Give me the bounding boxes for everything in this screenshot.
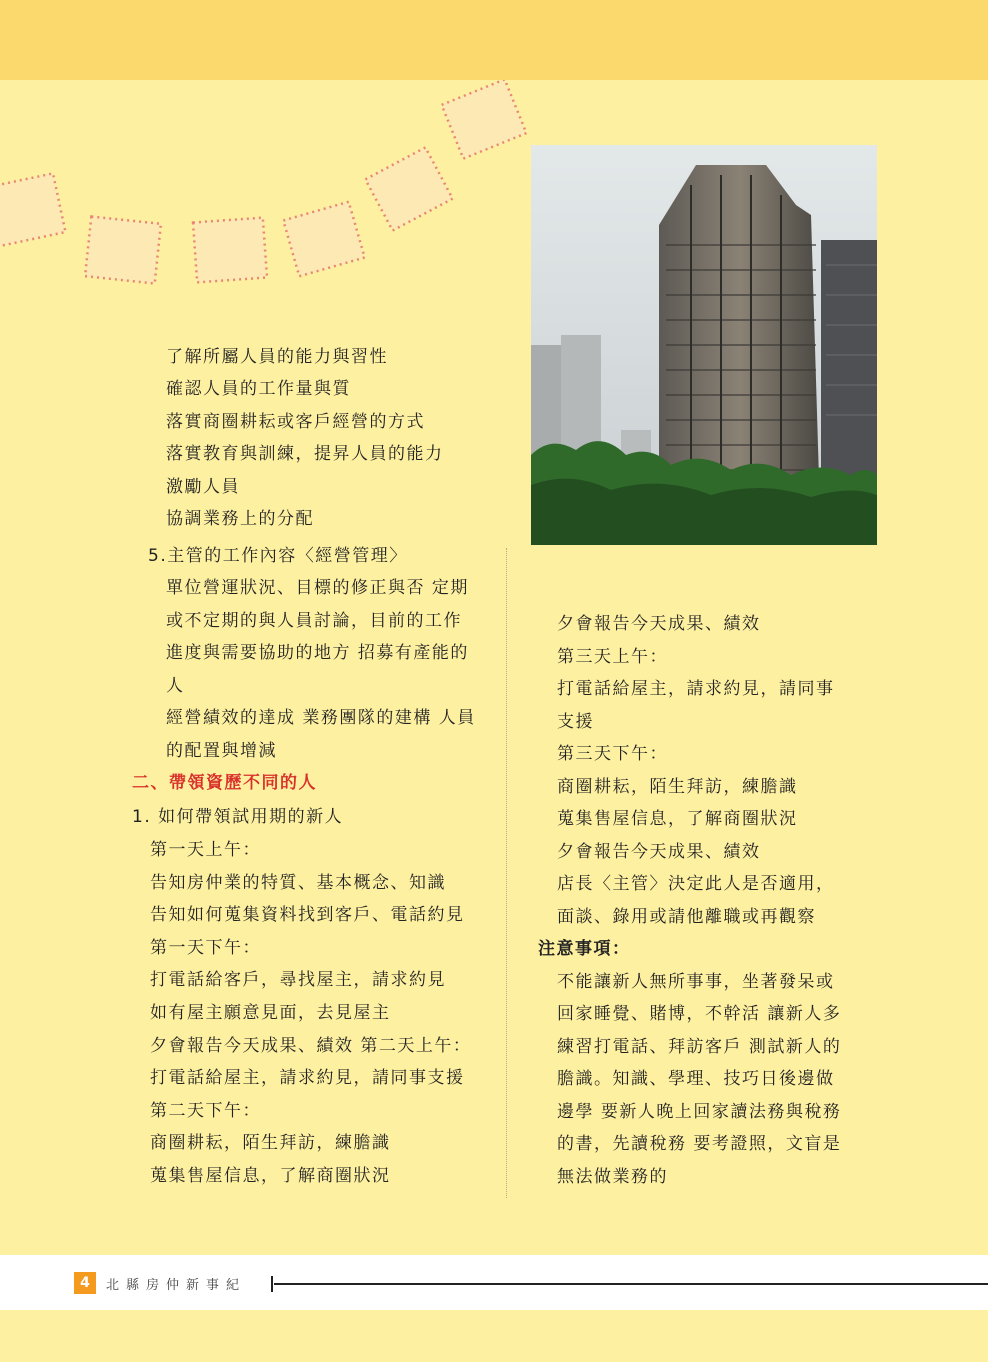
item1-line: 第二天下午：	[150, 1101, 261, 1121]
notes-line: 邊學 要新人晚上回家讀法務與稅務	[557, 1102, 842, 1122]
deco-square-5	[365, 147, 452, 230]
deco-square-3	[193, 218, 267, 283]
item5-heading: 5.主管的工作內容〈經營管理〉	[148, 546, 408, 566]
item5-line: 人	[166, 676, 185, 696]
notes-line: 不能讓新人無所事事，坐著發呆或	[557, 972, 835, 992]
item1-line: 第一天上午：	[150, 840, 261, 860]
right-line: 夕會報告今天成果、績效	[557, 842, 761, 862]
footer-bottom-band	[0, 1310, 988, 1362]
deco-square-4	[283, 202, 364, 276]
bullet-line: 激勵人員	[166, 477, 240, 497]
right-line: 面談、錄用或請他離職或再觀察	[557, 907, 816, 927]
right-line: 商圈耕耘，陌生拜訪，練膽識	[557, 777, 798, 797]
top-color-band	[0, 0, 988, 80]
item1-line: 告知房仲業的特質、基本概念、知識	[150, 873, 446, 893]
bullet-line: 落實商圈耕耘或客戶經營的方式	[166, 412, 425, 432]
column-divider	[506, 548, 507, 1198]
notes-heading: 注意事項：	[538, 939, 631, 959]
magazine-title: 北縣房仲新事紀	[106, 1278, 247, 1293]
page-number-badge: 4	[74, 1272, 96, 1294]
section-heading: 二、帶領資歷不同的人	[132, 773, 317, 793]
deco-square-2	[85, 217, 161, 284]
right-line: 店長〈主管〉決定此人是否適用，	[557, 874, 835, 894]
deco-square-6	[442, 80, 527, 159]
item1-line: 蒐集售屋信息，了解商圈狀況	[150, 1166, 391, 1186]
item1-heading: 1. 如何帶領試用期的新人	[132, 807, 344, 827]
right-line: 第三天下午：	[557, 744, 668, 764]
deco-square-1	[0, 173, 65, 246]
bullet-line: 落實教育與訓練，提昇人員的能力	[166, 444, 444, 464]
right-line: 夕會報告今天成果、績效	[557, 614, 761, 634]
right-line: 打電話給屋主，請求約見，請同事	[557, 679, 835, 699]
item5-line: 單位營運狀況、目標的修正與否 定期	[166, 578, 469, 598]
item5-line: 經營績效的達成 業務團隊的建構 人員	[166, 708, 476, 728]
footer-rule-tick	[271, 1276, 273, 1292]
bullet-line: 協調業務上的分配	[166, 509, 314, 529]
right-line: 蒐集售屋信息，了解商圈狀況	[557, 809, 798, 829]
item5-line: 或不定期的與人員討論，目前的工作	[166, 611, 462, 631]
bullet-line: 了解所屬人員的能力與習性	[166, 347, 388, 367]
footer-rule	[274, 1283, 988, 1285]
right-line: 第三天上午：	[557, 647, 668, 667]
item1-line: 打電話給屋主，請求約見，請同事支援	[150, 1068, 465, 1088]
item1-line: 商圈耕耘，陌生拜訪，練膽識	[150, 1133, 391, 1153]
building-photo	[531, 145, 877, 545]
item1-line: 第一天下午：	[150, 938, 261, 958]
notes-line: 練習打電話、拜訪客戶 測試新人的	[557, 1037, 842, 1057]
notes-line: 無法做業務的	[557, 1167, 668, 1187]
right-line: 支援	[557, 712, 594, 732]
item5-line: 進度與需要協助的地方 招募有產能的	[166, 643, 469, 663]
item1-line: 打電話給客戶，尋找屋主，請求約見	[150, 970, 446, 990]
item1-line: 告知如何蒐集資料找到客戶、電話約見	[150, 905, 465, 925]
item1-line: 如有屋主願意見面，去見屋主	[150, 1003, 391, 1023]
notes-line: 的書，先讀稅務 要考證照，文盲是	[557, 1134, 842, 1154]
notes-line: 膽識。知識、學理、技巧日後邊做	[557, 1069, 835, 1089]
notes-line: 回家睡覺、賭博，不幹活 讓新人多	[557, 1004, 842, 1024]
bullet-line: 確認人員的工作量與質	[166, 379, 351, 399]
item5-line: 的配置與增減	[166, 741, 277, 761]
item1-line: 夕會報告今天成果、績效 第二天上午：	[150, 1036, 472, 1056]
